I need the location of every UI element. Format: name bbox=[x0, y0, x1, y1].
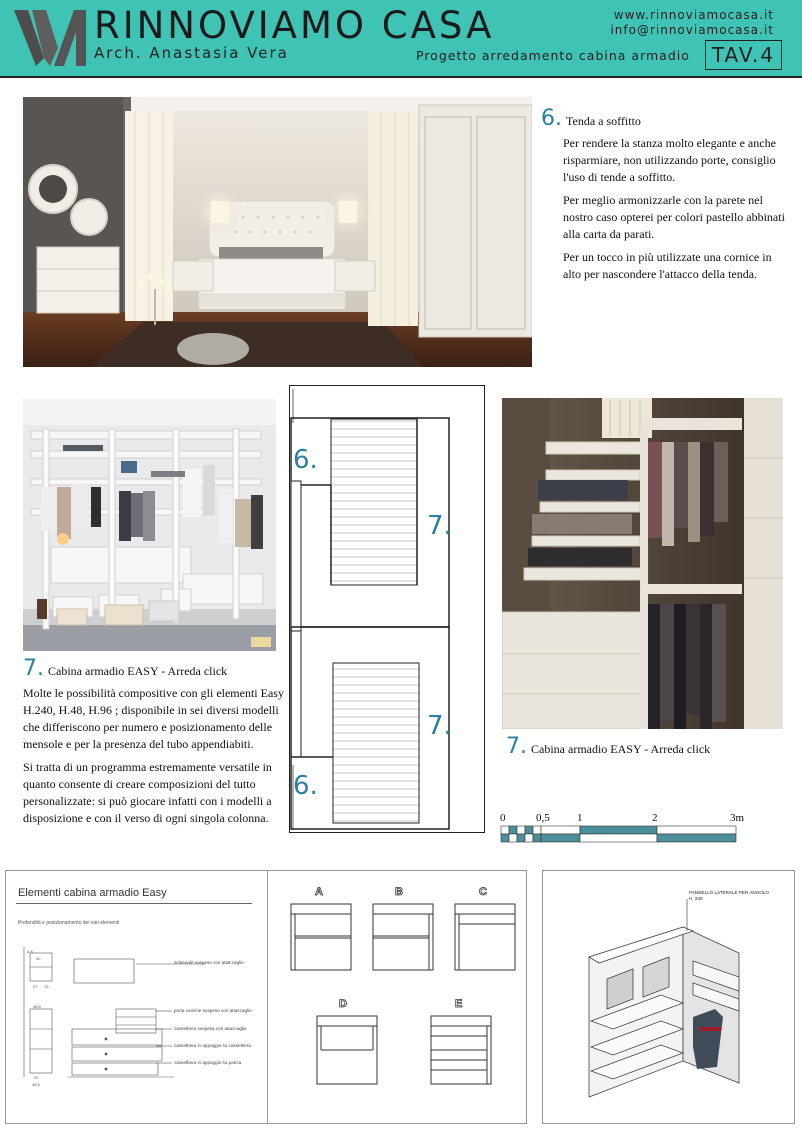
section-7-title: Cabina armadio EASY - Arreda click bbox=[48, 664, 228, 678]
isometric-panel bbox=[542, 870, 795, 1124]
section-6-paragraph-3: Per un tocco in più utilizzate una cornice in alto per nascondere l'attacco della tenda. bbox=[563, 250, 772, 281]
architect-name: Arch. Anastasia Vera bbox=[94, 44, 289, 62]
label-drawer-hung: cassettiera sospesa con attaccaglie bbox=[174, 1026, 247, 1031]
model-label-d: D bbox=[339, 998, 347, 1010]
scale-bar bbox=[500, 812, 750, 844]
scale-tick-1: 1 bbox=[577, 812, 583, 824]
dim-27: 27 bbox=[33, 984, 38, 989]
label-drawer-on-drawer: cassettiera in appoggio su cassettiera bbox=[174, 1043, 251, 1048]
scale-tick-0: 0 bbox=[500, 812, 506, 824]
label-shirt-holder: porta camicie sospeso con attaccaglie bbox=[174, 1008, 252, 1013]
iso-label-line2: H. 240 bbox=[689, 896, 703, 901]
section-7-number: 7. bbox=[23, 656, 44, 681]
model-label-b: B bbox=[395, 886, 403, 898]
models-panel bbox=[277, 870, 525, 1122]
section-7-paragraph-1: Molte le possibilità compositive con gli elementi Easy H.240, H.48, H.96 ; disponibile in sei diversi modelli che differiscono per numero e posizionamento delle mensole e per la presenza del tubo appendiabiti. bbox=[23, 686, 284, 751]
section-6-text bbox=[541, 106, 791, 289]
bedroom-photo bbox=[23, 97, 532, 367]
elements-sheet bbox=[5, 870, 268, 1124]
plan-label-7-bottom: 7. bbox=[427, 711, 452, 741]
brand-logo bbox=[14, 8, 86, 68]
sheet-number: TAV.4 bbox=[705, 40, 782, 70]
closet-real-caption bbox=[506, 734, 710, 759]
model-label-a: A bbox=[315, 886, 323, 898]
section-6-paragraph-2: Per meglio armonizzarle con la parete nel nostro caso opterei per colori pastello abbinati alla carta da parati. bbox=[563, 193, 785, 241]
plan-label-7-top: 7. bbox=[427, 511, 452, 541]
closet-real-photo bbox=[502, 398, 783, 729]
contacts bbox=[610, 8, 774, 38]
model-label-c: C bbox=[479, 886, 487, 898]
section-7-paragraph-2: Si tratta di un programma estremamente versatile in quanto consente di creare composizioni del tutto personalizzate: si può giocare infatti con i modelli a disposizione e con il verso di ogni singola colonna. bbox=[23, 760, 272, 825]
section-7-heading bbox=[23, 656, 291, 681]
iso-label-line1: PANNELLO LATERALE PER ANGOLO bbox=[689, 890, 769, 895]
label-backpanel: schienale sospeso con attaccaglie bbox=[174, 960, 244, 965]
elements-subtitle: Profondità e posizionamento dei vari elementi bbox=[18, 920, 120, 926]
section-6-title: Tenda a soffitto bbox=[566, 114, 641, 128]
scale-tick-2: 2 bbox=[652, 812, 658, 824]
elements-title: Elementi cabina armadio Easy bbox=[18, 887, 167, 899]
dim-40: 40 bbox=[36, 956, 41, 961]
email-link[interactable]: info@rinnoviamocasa.it bbox=[610, 23, 774, 37]
plan-label-6-bottom: 6. bbox=[293, 771, 318, 801]
dim-47: 47 bbox=[34, 1075, 39, 1080]
website-link[interactable]: www.rinnoviamocasa.it bbox=[613, 8, 774, 22]
section-6-number: 6. bbox=[541, 106, 562, 131]
elements-drawing bbox=[6, 871, 267, 1123]
scale-bar-graphic bbox=[500, 825, 750, 843]
section-6-paragraph-1: Per rendere la stanza molto elegante e anche risparmiare, non utilizzando porte, consiglio l'uso di tende a soffitto. bbox=[563, 136, 776, 184]
dim-13: 13 bbox=[44, 984, 49, 989]
dim-48-5: 48,5 bbox=[32, 1082, 40, 1087]
dim-8-8: 8,8 bbox=[27, 949, 33, 954]
model-label-e: E bbox=[455, 998, 463, 1010]
isometric-drawing bbox=[543, 871, 794, 1123]
plan-label-6-top: 6. bbox=[293, 445, 318, 475]
brand-name: RINNOVIAMO CASA bbox=[94, 4, 495, 47]
section-6-heading bbox=[541, 106, 791, 131]
scale-tick-05: 0,5 bbox=[536, 812, 550, 824]
scale-tick-3m: 3m bbox=[730, 812, 745, 824]
dim-46-8: 46,8 bbox=[33, 1004, 41, 1009]
caption-title: Cabina armadio EASY - Arreda click bbox=[531, 742, 711, 756]
caption-number: 7. bbox=[506, 734, 527, 759]
closet-easy-photo bbox=[23, 399, 276, 651]
label-drawer-on-bench: cassettiera in appoggio su panca bbox=[174, 1060, 242, 1065]
models-drawing bbox=[277, 870, 525, 1122]
section-7-text bbox=[23, 656, 291, 833]
project-title: Progetto arredamento cabina armadio bbox=[416, 48, 690, 63]
floor-plan bbox=[289, 385, 485, 833]
